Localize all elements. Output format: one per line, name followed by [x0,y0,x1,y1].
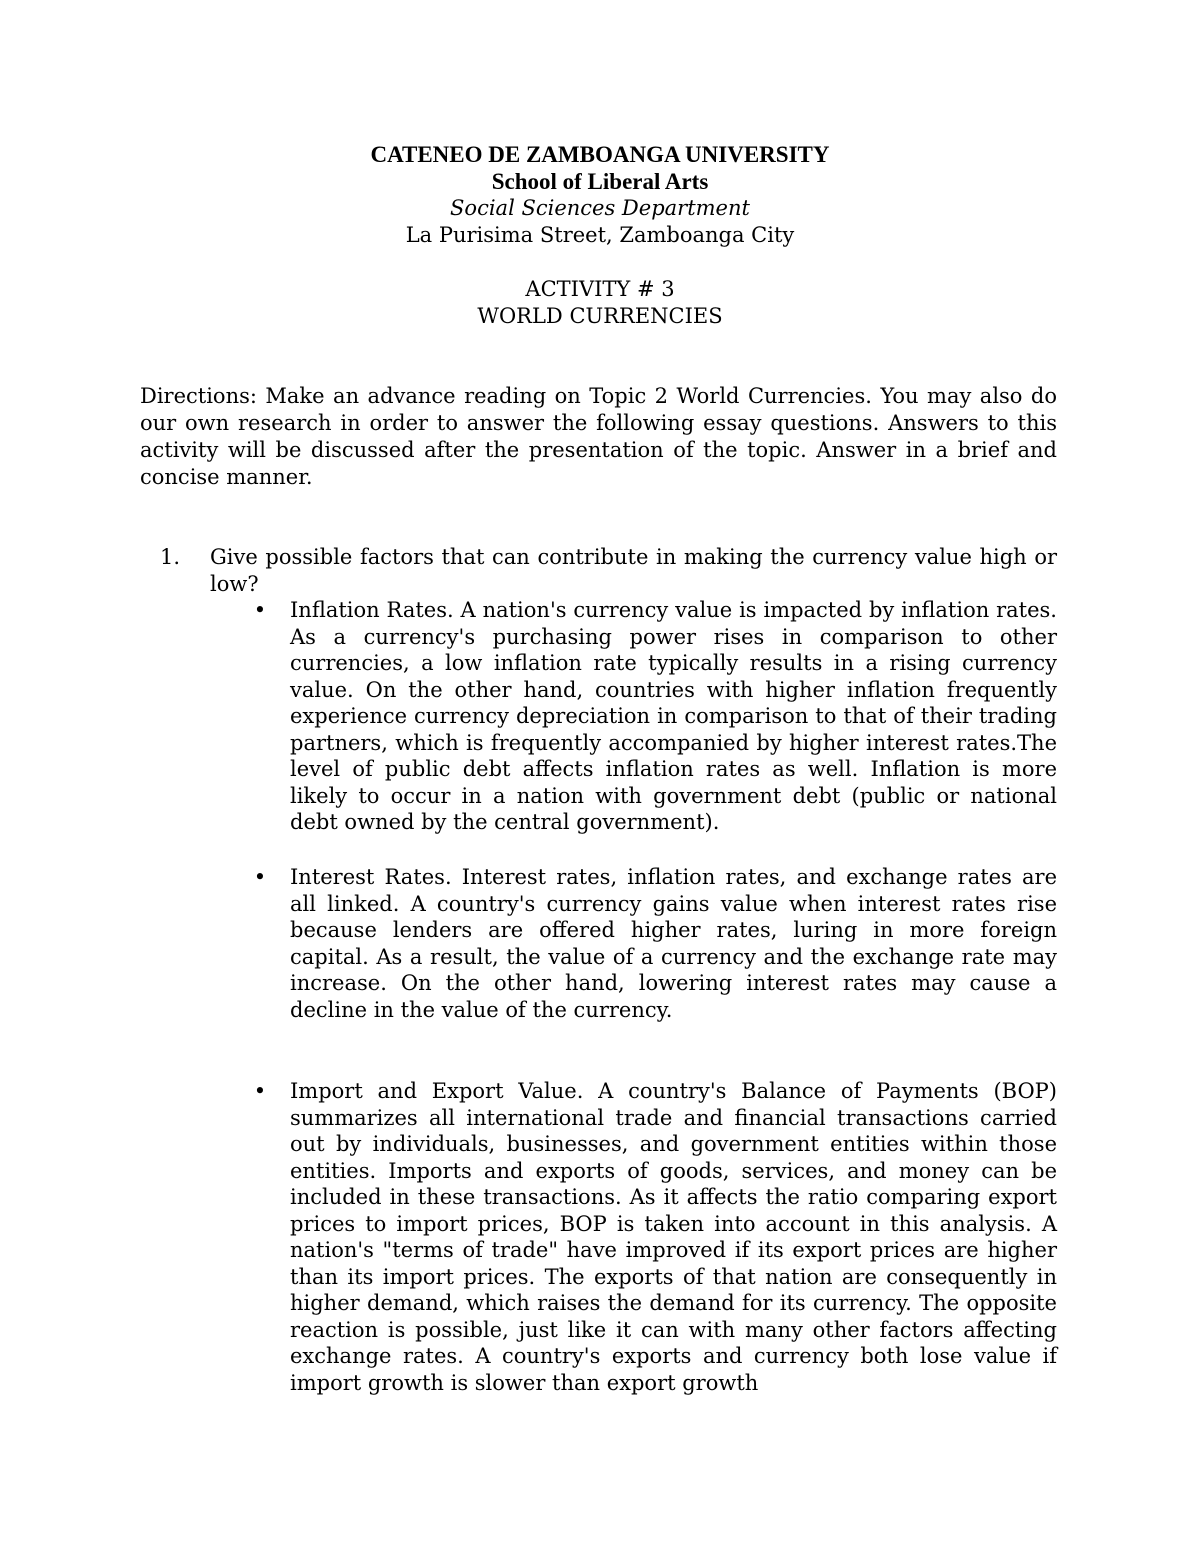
directions-paragraph: Directions: Make an advance reading on Topic 2 World Currencies. You may also do our own research in order to answer the following essay questions. Answers to this activity will be discussed after the presentation of the topic. Answer in a brief and concise manner. [140,384,1057,489]
bullet-text: Inflation Rates. A nation's currency value is impacted by inflation rates. As a currency's purchasing power rises in comparison to other currencies, a low inflation rate typically results in a rising currency value. On the other hand, countries with higher inflation frequently experience currency depreciation in comparison to that of their trading partners, which is frequently accompanied by higher interest rates.The level of public debt affects inflation rates as well. Inflation is more likely to occur in a nation with government debt (public or national debt owned by the central government). [290,598,1057,834]
question-number: 1. [160,545,181,569]
question-text: Give possible factors that can contribute in making the currency value high or low? [210,545,1057,596]
activity-number: ACTIVITY # 3 [525,277,675,301]
address: La Purisima Street, Zamboanga City [405,223,795,247]
bullet-icon: • [253,865,267,889]
bullet-icon: • [253,1079,267,1103]
bullet-icon: • [253,598,267,622]
university-name: CATENEO DE ZAMBOANGA UNIVERSITY [370,142,830,167]
school-name: School of Liberal Arts [491,169,709,194]
bullet-text: Import and Export Value. A country's Balance of Payments (BOP) summarizes all international trade and financial transactions carried out by individuals, businesses, and government entities within those entities. Imports and exports of goods, services, and money can be included in these transactions. As it affects the ratio comparing export prices to import prices, BOP is taken into account in this analysis. A nation's "terms of trade" have improved if its export prices are higher than its import prices. The exports of that nation are consequently in higher demand, which raises the demand for its currency. The opposite reaction is possible, just like it can with many other factors affecting exchange rates. A country's exports and currency both lose value if import growth is slower than export growth [290,1079,1057,1395]
activity-title: WORLD CURRENCIES [477,304,723,328]
department-name: Social Sciences Department [450,196,750,220]
bullet-text: Interest Rates. Interest rates, inflation rates, and exchange rates are all linked. A country's currency gains value when interest rates rise because lenders are offered higher rates, luring in more foreign capital. As a result, the value of a currency and the exchange rate may increase. On the other hand, lowering interest rates may cause a decline in the value of the currency. [290,865,1057,1022]
